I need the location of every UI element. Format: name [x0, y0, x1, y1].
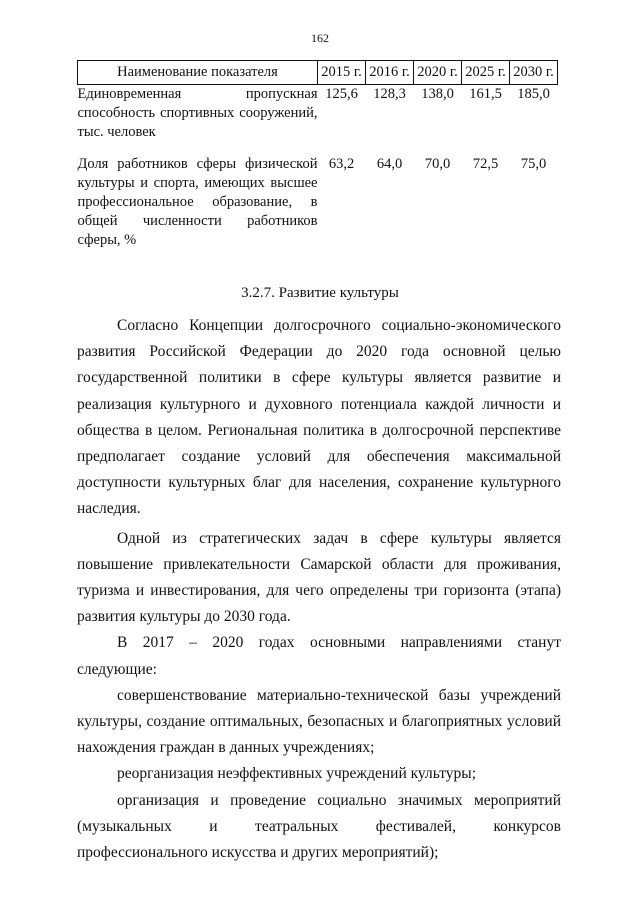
indicator-name: Доля работников сферы физической культуры и спорта, имеющих высшее профессиональное образование, в общей численности работников сферы, %: [77, 156, 318, 248]
paragraph: Одной из стратегических задач в сфере культуры является повышение привлекательности Самарской области для проживания, туризма и инвестирования, для чего определены три горизонта (этапа) развития культуры до 2030 года.: [77, 529, 561, 626]
paragraph: Согласно Концепции долгосрочного социально-экономического развития Российской Федерации до 2020 года основной целью государственной политики в сфере культуры является развитие и реализация культурного и духовного потенциала каждой личности и общества в целом. Региональная политика в долгосрочной перспективе предполагает создание условий для обеспечения максимальной доступности культурных благ для населения, сохранение культурного наследия.: [77, 317, 561, 518]
paragraph: В 2017 – 2020 годах основными направлениями станут следующие:: [77, 634, 561, 678]
indicator-value: 64,0: [376, 156, 403, 172]
column-header: 2025 г.: [462, 61, 510, 85]
indicator-value: 72,5: [472, 156, 499, 172]
list-item: совершенствование материально-технической базы учреждений культуры, создание оптимальных, безопасных и благоприятных условий нахождения граждан в данных учреждениях;: [77, 686, 561, 757]
section-heading: 3.2.7. Развитие культуры: [241, 285, 399, 301]
indicator-value: 185,0: [517, 86, 550, 102]
list-item: реорганизация неэффективных учреждений культуры;: [117, 765, 477, 783]
column-header: 2030 г.: [510, 61, 558, 85]
indicator-value: 128,3: [373, 86, 406, 102]
indicators-table: [77, 60, 558, 250]
indicator-name: Единовременная пропускная способность спортивных сооружений, тыс. человек: [77, 86, 318, 140]
column-header: 2015 г.: [318, 61, 366, 85]
list-item: организация и проведение социально значимых мероприятий (музыкальных и театральных фестивалей, конкурсов профессионального искусства и других мероприятий);: [77, 791, 561, 862]
indicator-value: 125,6: [325, 86, 358, 102]
column-header: 2016 г.: [366, 61, 414, 85]
table-row: [78, 85, 558, 143]
page-number: 162: [311, 31, 329, 45]
body-text: [77, 313, 561, 866]
indicator-value: 75,0: [520, 156, 547, 172]
indicator-value: 138,0: [421, 86, 454, 102]
column-header: 2020 г.: [414, 61, 462, 85]
indicator-value: 161,5: [469, 86, 502, 102]
table-row: [78, 142, 558, 250]
indicator-value: 70,0: [424, 156, 451, 172]
indicator-value: 63,2: [328, 156, 355, 172]
column-header: Наименование показателя: [78, 61, 318, 85]
table-header-row: [78, 61, 558, 85]
